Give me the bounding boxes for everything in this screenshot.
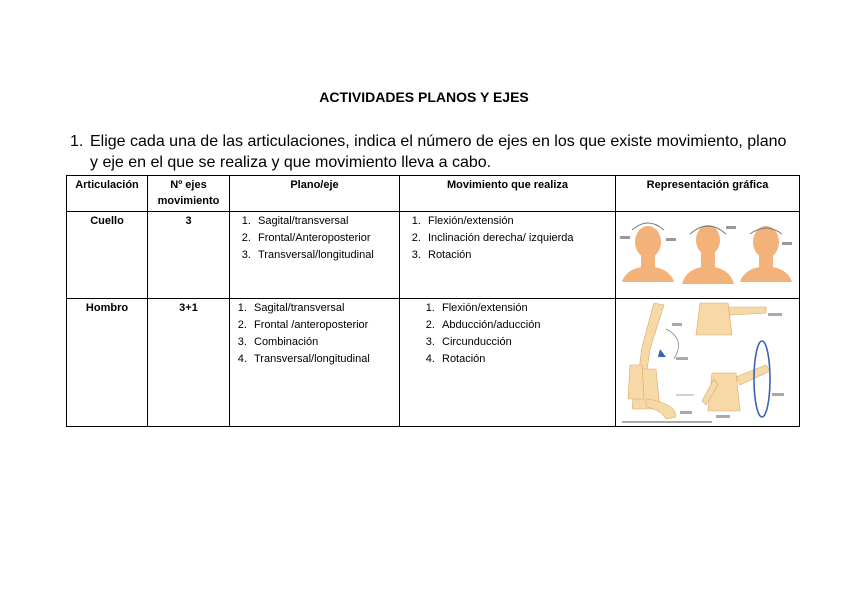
header-plano-eje: Plano/eje	[230, 176, 400, 212]
question-text: Elige cada una de las articulaciones, indica el número de ejes en los que existe movimiento, plano y eje en el que se realiza y que movimiento lleva a cabo.	[90, 133, 787, 171]
list-item: 2. Frontal /anteroposterior	[250, 317, 395, 334]
list-item: 2. Frontal/Anteroposterior	[254, 230, 395, 247]
image-cell	[616, 299, 800, 427]
planes-cell	[230, 299, 400, 427]
list-item: 3. Circunducción	[438, 334, 611, 351]
list-item: 3. Transversal/longitudinal	[254, 247, 395, 264]
question-1	[70, 131, 790, 173]
image-cell	[616, 212, 800, 299]
joint-cell: Cuello	[67, 212, 148, 299]
joints-table	[66, 175, 800, 427]
header-representacion: Representación gráfica	[616, 176, 800, 212]
neck-movements-illustration	[616, 212, 800, 298]
table-row	[67, 212, 800, 299]
movements-cell	[400, 299, 616, 427]
list-item: 1. Flexión/extensión	[424, 213, 611, 230]
list-item: 4. Rotación	[438, 351, 611, 368]
header-articulacion: Articulación	[67, 176, 148, 212]
list-item: 2. Inclinación derecha/ izquierda	[424, 230, 611, 247]
shoulder-movements-illustration	[616, 299, 800, 426]
list-item: 4. Transversal/longitudinal	[250, 351, 395, 368]
table-header-row	[67, 176, 800, 212]
list-item: 1. Flexión/extensión	[438, 300, 611, 317]
list-item: 1. Sagital/transversal	[250, 300, 395, 317]
axes-cell: 3+1	[148, 299, 230, 427]
list-item: 2. Abducción/aducción	[438, 317, 611, 334]
movements-cell	[400, 212, 616, 299]
header-ejes: Nº ejes movimiento	[148, 176, 230, 212]
list-item: 1. Sagital/transversal	[254, 213, 395, 230]
header-movimiento: Movimiento que realiza	[400, 176, 616, 212]
joint-cell: Hombro	[67, 299, 148, 427]
table-row	[67, 299, 800, 427]
question-number: 1.	[70, 133, 84, 150]
list-item: 3. Rotación	[424, 247, 611, 264]
axes-cell: 3	[148, 212, 230, 299]
planes-cell	[230, 212, 400, 299]
list-item: 3. Combinación	[250, 334, 395, 351]
page-title: ACTIVIDADES PLANOS Y EJES	[319, 89, 529, 105]
